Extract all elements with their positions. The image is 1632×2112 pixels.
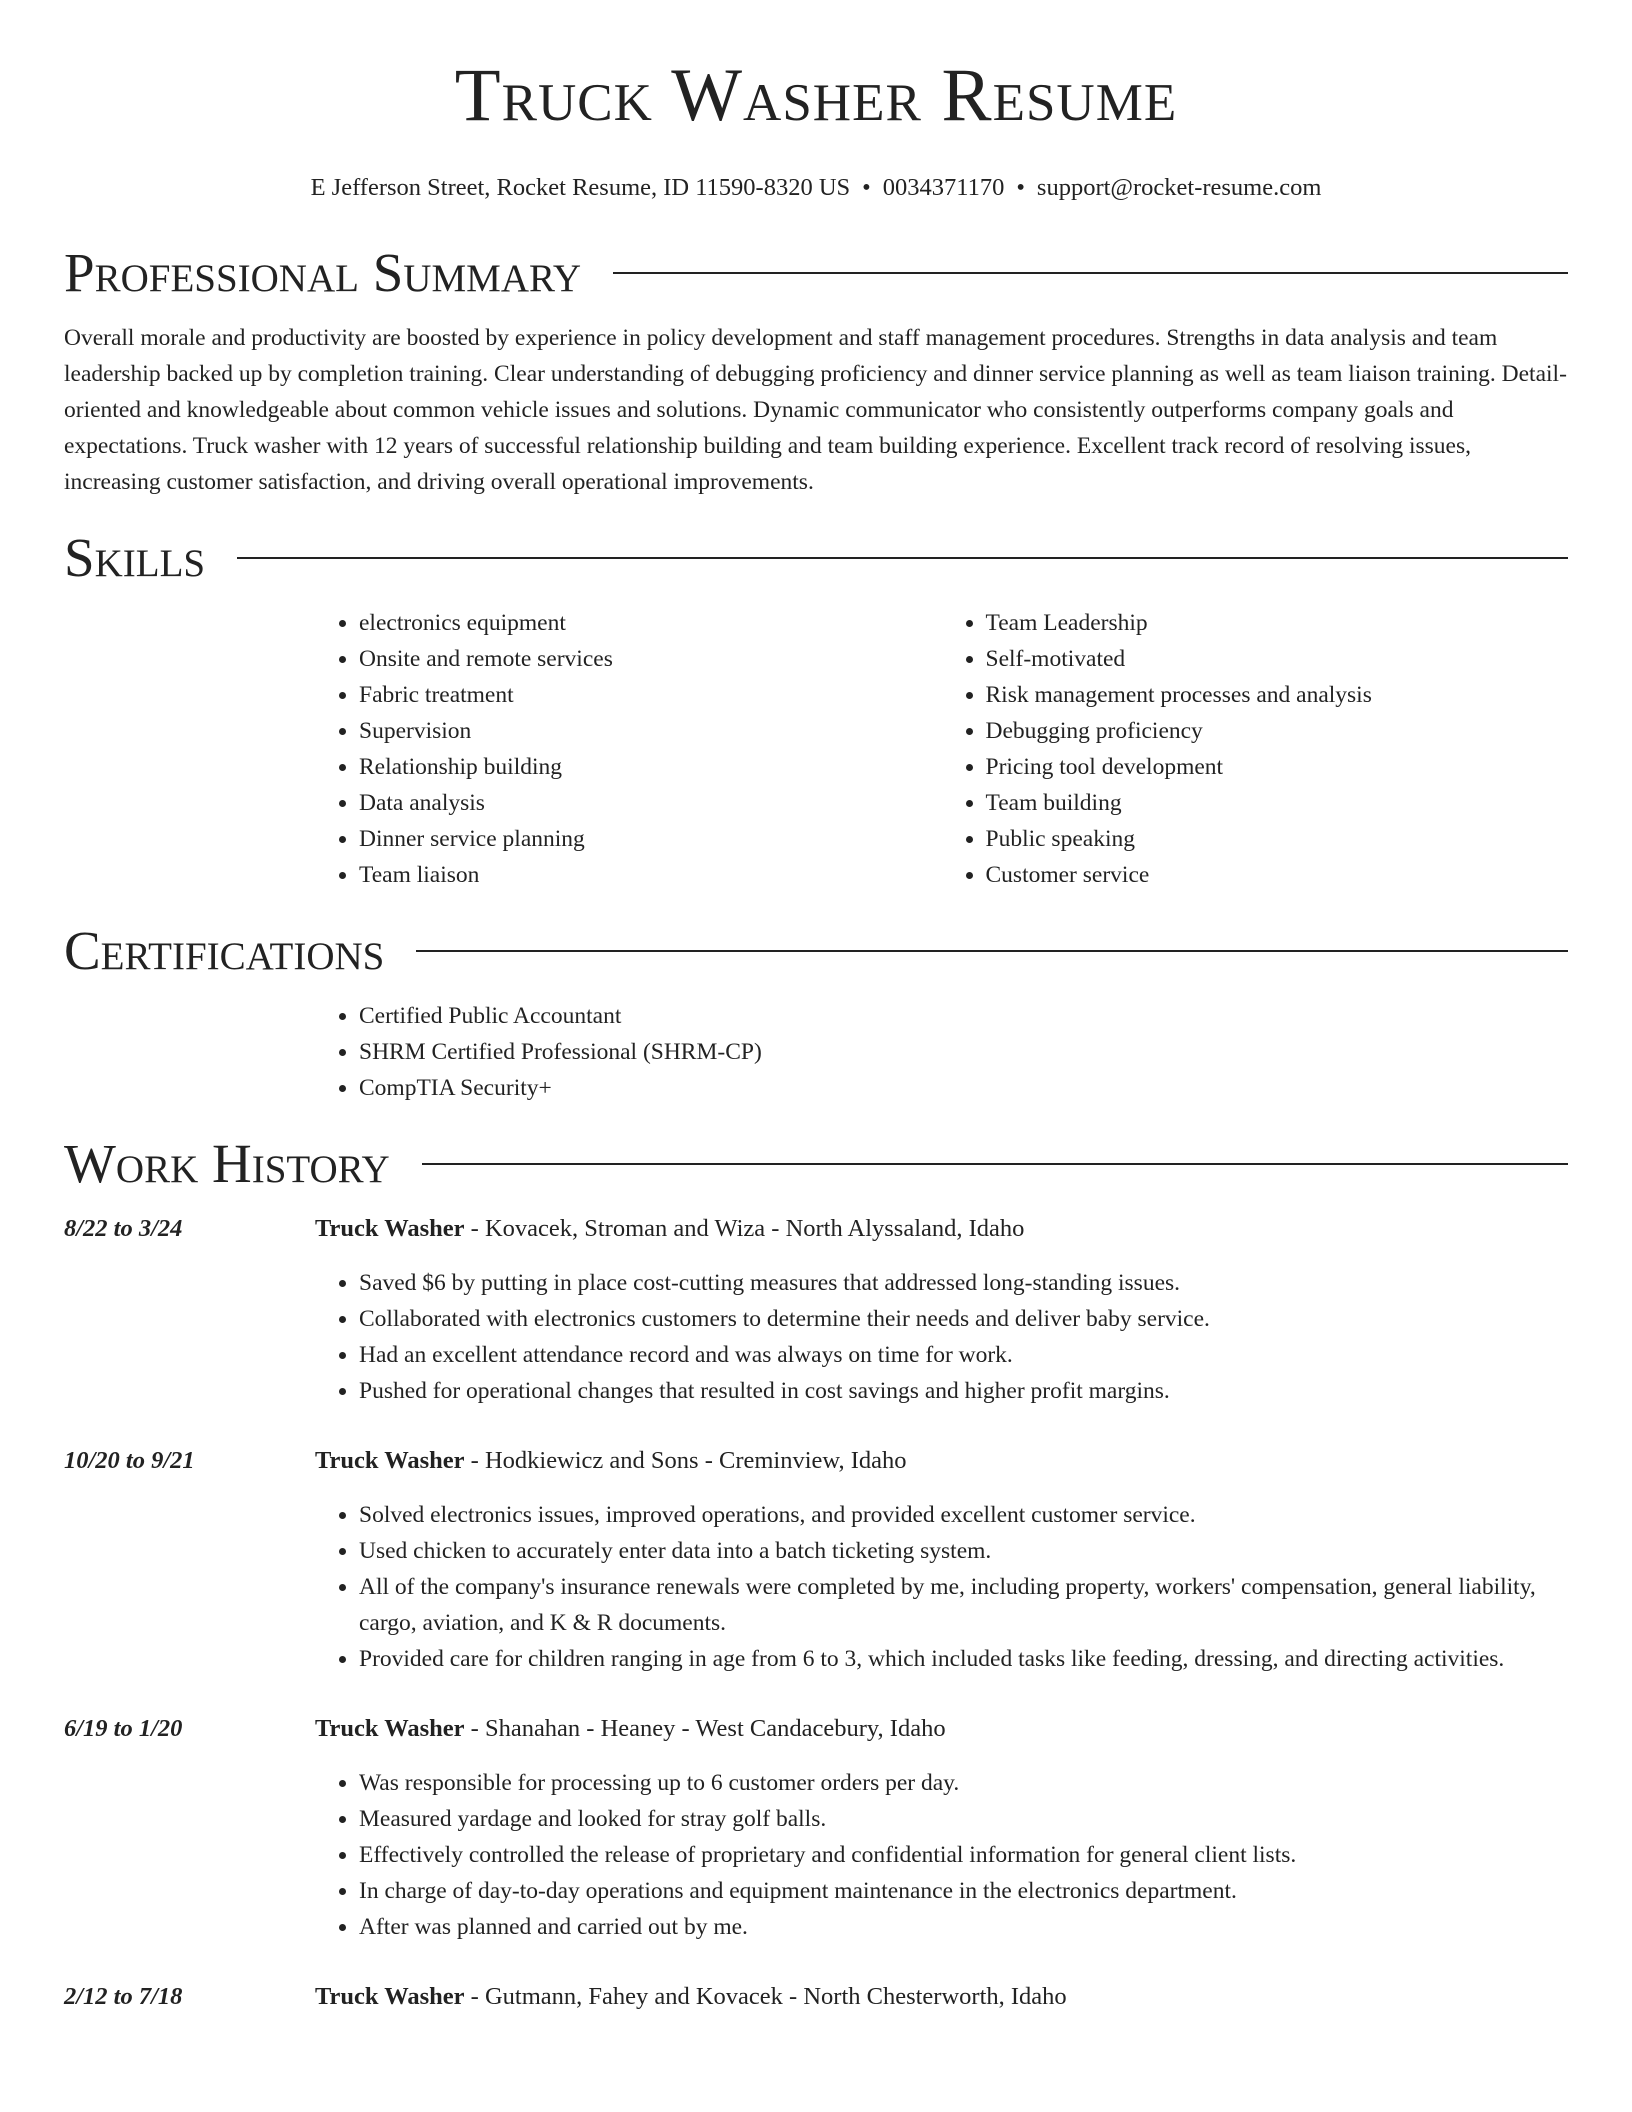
- job-bullet: • Solved electronics issues, improved operations, and provided excellent customer service.: [359, 1497, 1568, 1533]
- job-bullet: • Saved $6 by putting in place cost-cutting measures that addressed long-standing issues.: [359, 1265, 1568, 1301]
- job-title-separator: -: [464, 1214, 485, 1242]
- skill-item: • Public speaking: [986, 821, 1569, 857]
- section-divider: [422, 1163, 1568, 1165]
- skills-section-header: [64, 526, 1568, 588]
- skill-item: • Customer service: [986, 857, 1569, 893]
- job-heading-line: [315, 1711, 946, 1747]
- contact-line: [64, 176, 1568, 201]
- job-bullets: [315, 1765, 1568, 1945]
- skills-list: [315, 605, 1568, 893]
- summary-heading: Professional Summary: [64, 241, 582, 303]
- contact-address: E Jefferson Street, Rocket Resume, ID 11590-8320 US: [310, 174, 851, 201]
- job-entry: [64, 1711, 1568, 1945]
- job-company: Shanahan - Heaney - West Candacebury, Idaho: [484, 1714, 946, 1742]
- job-bullet: • Pushed for operational changes that resulted in cost savings and higher profit margins.: [359, 1373, 1568, 1409]
- skill-item: • Self-motivated: [986, 641, 1569, 677]
- job-heading-line: [315, 1979, 1067, 2015]
- certification-item: • SHRM Certified Professional (SHRM-CP): [359, 1034, 1568, 1070]
- job-entry: [64, 1443, 1568, 1677]
- summary-text: Overall morale and productivity are boosted by experience in policy development and staff management procedures. Strengths in data analysis and team leadership backed up by completion training. Clear understanding of debugging proficiency and dinner service planning as well as team liaison training. Detail-oriented and knowledgeable about common vehicle issues and solutions. Dynamic communicator who consistently outperforms company goals and expectations. Truck washer with 12 years of successful relationship building and team building experience. Excellent track record of resolving issues, increasing customer satisfaction, and driving overall operational improvements.: [64, 324, 1567, 495]
- skill-item: • Debugging proficiency: [986, 713, 1569, 749]
- job-bullet: • Had an excellent attendance record and was always on time for work.: [359, 1337, 1568, 1373]
- job-company: Hodkiewicz and Sons - Creminview, Idaho: [484, 1446, 907, 1474]
- job-bullet: • Provided care for children ranging in age from 6 to 3, which included tasks like feeding, dressing, and directing activities.: [359, 1641, 1568, 1677]
- job-header: [64, 1211, 1568, 1247]
- certifications-heading: Certifications: [64, 919, 385, 981]
- job-header: [64, 1711, 1568, 1747]
- skill-item: • Data analysis: [359, 785, 942, 821]
- skill-item: • Team liaison: [359, 857, 942, 893]
- summary-section-header: [64, 241, 1568, 303]
- job-heading-line: [315, 1443, 907, 1479]
- job-title-separator: -: [464, 1714, 485, 1742]
- job-title: Truck Washer: [315, 1982, 465, 2010]
- skill-item: • Team building: [986, 785, 1569, 821]
- skill-item: • Supervision: [359, 713, 942, 749]
- certifications-section-header: [64, 919, 1568, 981]
- contact-phone: 0034371170: [882, 174, 1005, 201]
- job-dates: 10/20 to 9/21: [64, 1446, 195, 1474]
- job-bullet: • In charge of day-to-day operations and equipment maintenance in the electronics department.: [359, 1873, 1568, 1909]
- work-history-section-header: [64, 1132, 1568, 1194]
- skill-item: • Team Leadership: [986, 605, 1569, 641]
- skills-column-left: [315, 605, 942, 893]
- job-header: [64, 1443, 1568, 1479]
- section-divider: [416, 950, 1568, 952]
- job-dates: 6/19 to 1/20: [64, 1714, 183, 1742]
- job-bullet: • After was planned and carried out by me.: [359, 1909, 1568, 1945]
- contact-separator: •: [1016, 174, 1025, 201]
- skill-item: • Relationship building: [359, 749, 942, 785]
- job-bullet: • Effectively controlled the release of proprietary and confidential information for general client lists.: [359, 1837, 1568, 1873]
- job-bullet: • Collaborated with electronics customers to determine their needs and deliver baby service.: [359, 1301, 1568, 1337]
- skills-column-right: [942, 605, 1569, 893]
- job-dates: 2/12 to 7/18: [64, 1982, 183, 2010]
- skill-item: • Onsite and remote services: [359, 641, 942, 677]
- job-heading-line: [315, 1211, 1024, 1247]
- job-bullet: • All of the company's insurance renewals were completed by me, including property, workers' compensation, general liability, cargo, aviation, and K & R documents.: [359, 1569, 1568, 1641]
- job-bullet: • Measured yardage and looked for stray golf balls.: [359, 1801, 1568, 1837]
- skill-item: • Dinner service planning: [359, 821, 942, 857]
- job-title: Truck Washer: [315, 1446, 465, 1474]
- job-title: Truck Washer: [315, 1714, 465, 1742]
- skill-item: • Risk management processes and analysis: [986, 677, 1569, 713]
- contact-email: support@rocket-resume.com: [1036, 174, 1322, 201]
- skill-item: • Fabric treatment: [359, 677, 942, 713]
- job-bullet: • Used chicken to accurately enter data into a batch ticketing system.: [359, 1533, 1568, 1569]
- job-title: Truck Washer: [315, 1214, 465, 1242]
- page-title: Truck Washer Resume: [454, 54, 1178, 137]
- certification-item: • CompTIA Security+: [359, 1070, 1568, 1106]
- job-bullets: [315, 1265, 1568, 1409]
- job-entry: [64, 1979, 1568, 2015]
- section-divider: [237, 557, 1568, 559]
- job-company: Gutmann, Fahey and Kovacek - North Chesterworth, Idaho: [484, 1982, 1067, 2010]
- job-title-separator: -: [464, 1982, 485, 2010]
- job-bullet: • Was responsible for processing up to 6 customer orders per day.: [359, 1765, 1568, 1801]
- job-company: Kovacek, Stroman and Wiza - North Alyssaland, Idaho: [484, 1214, 1025, 1242]
- job-entry: [64, 1211, 1568, 1409]
- contact-separator: •: [862, 174, 871, 201]
- job-bullets: [315, 1497, 1568, 1677]
- certifications-list: [315, 998, 1568, 1106]
- skill-item: • electronics equipment: [359, 605, 942, 641]
- section-divider: [613, 272, 1568, 274]
- work-history-heading: Work History: [64, 1132, 390, 1194]
- job-title-separator: -: [464, 1446, 485, 1474]
- skill-item: • Pricing tool development: [986, 749, 1569, 785]
- job-dates: 8/22 to 3/24: [64, 1214, 183, 1242]
- skills-heading: Skills: [64, 526, 206, 588]
- certification-item: • Certified Public Accountant: [359, 998, 1568, 1034]
- job-header: [64, 1979, 1568, 2015]
- resume-page: [64, 0, 1568, 2015]
